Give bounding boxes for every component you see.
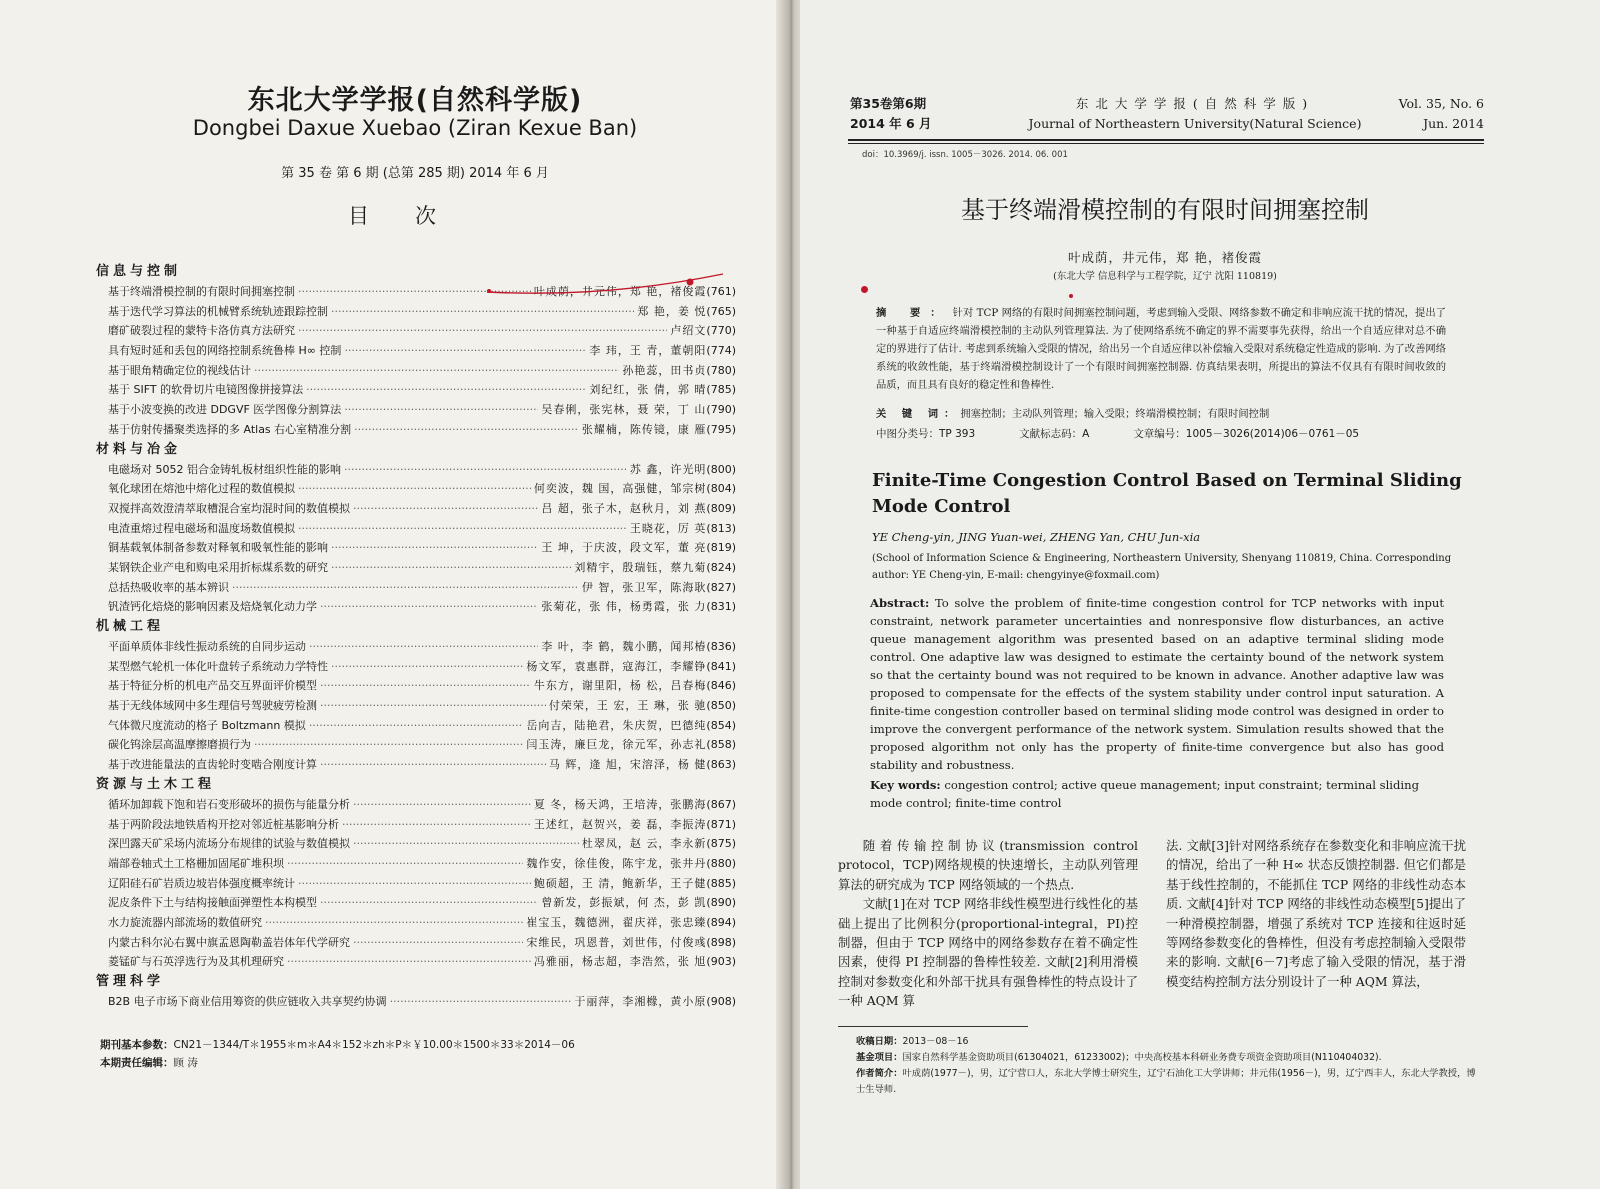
toc-entry-page: (908)	[706, 995, 736, 1008]
body-column-1	[838, 836, 1138, 1011]
affiliation-cn: (东北大学 信息科学与工程学院，辽宁 沈阳 110819)	[1053, 271, 1277, 282]
toc-entry-title: 菱锰矿与石英浮选行为及其机理研究	[108, 955, 284, 969]
toc-leader-dots	[344, 400, 538, 420]
toc-entry-authors: 卢绍文	[670, 324, 707, 338]
toc-entry-page: (836)	[706, 640, 736, 653]
clc-number: 中图分类号：TP 393	[876, 428, 976, 440]
toc-entry-page: (841)	[706, 659, 736, 673]
toc-entry	[96, 834, 736, 854]
toc-entry-title: 钒渣钙化焙烧的影响因素及焙烧氧化动力学	[108, 600, 317, 614]
toc-entry-authors: 曾新发，彭振斌，何 杰，彭 凯	[541, 896, 707, 910]
toc-entry	[96, 460, 736, 480]
toc-entry-page: (898)	[706, 935, 736, 949]
header-vol-cn: 第35卷第6期	[850, 96, 927, 111]
toc-entry-title: B2B 电子市场下商业信用筹资的供应链收入共享契约协调	[108, 995, 387, 1008]
toc-leader-dots	[353, 933, 523, 953]
author-bio-label: 作者简介：	[856, 1068, 903, 1079]
toc-entry-page: (858)	[706, 738, 736, 752]
toc-entry-page: (774)	[706, 344, 736, 358]
toc-leader-dots	[298, 519, 627, 539]
toc-entry-page: (790)	[706, 403, 736, 417]
toc-entry-title: 某型燃气轮机一体化叶盘转子系统动力学特性	[108, 659, 328, 673]
toc-entry	[96, 578, 736, 598]
params-value: CN21－1344/T＊1955＊m＊A4＊152＊zh＊P＊￥10.00＊1500＊33＊2014－06	[173, 1039, 575, 1051]
author-bio-text: 叶成荫(1977－)，男，辽宁营口人，东北大学博士研究生，辽宁石油化工大学讲师；井元伟(1956－)，男，辽宁西丰人，东北大学教授，博士生导师.	[856, 1068, 1476, 1095]
keywords-cn	[876, 405, 1456, 423]
toc-entry-authors: 吴春俐，张宪林，聂 荣，丁 山	[541, 403, 707, 417]
toc-entry-page: (809)	[706, 501, 736, 515]
params-label: 期刊基本参数：	[100, 1039, 174, 1051]
footnote-rule	[838, 1026, 1028, 1027]
toc-entry-title: 基于迭代学习算法的机械臂系统轨迹跟踪控制	[108, 304, 328, 318]
toc-entry-authors: 李 叶，李 鹤，魏小鹏，闻邦椿	[541, 640, 707, 653]
toc-entry-page: (761)	[706, 285, 736, 298]
toc-leader-dots	[265, 913, 523, 933]
toc-entry	[96, 380, 736, 400]
toc-entry-title: 磨矿破裂过程的蒙特卡洛仿真方法研究	[108, 324, 295, 338]
toc-entry-authors: 王晓花，厉 英	[629, 521, 707, 535]
toc-entry-title: 循环加卸载下饱和岩石变形破坏的损伤与能量分析	[108, 797, 350, 811]
received-label: 收稿日期：	[856, 1036, 903, 1047]
toc-entry-page: (867)	[706, 797, 736, 811]
journal-title-cn: 东北大学学报(自然科学版)	[247, 85, 583, 116]
toc-entry-title: 基于终端滑模控制的有限时间拥塞控制	[108, 285, 295, 298]
toc-entry-authors: 马 辉，逄 旭，宋溶泽，杨 健	[548, 758, 707, 772]
toc-entry	[96, 933, 736, 953]
header-date-cn: 2014 年 6 月	[850, 116, 932, 131]
toc-entry-title: 总括热吸收率的基本辨识	[108, 580, 229, 594]
toc-entry-authors: 岳向吉，陆艳君，朱庆贺，巴德纯	[526, 718, 707, 732]
toc-entry-page: (880)	[706, 856, 736, 870]
toc-entry-authors: 牛东方，谢里阳，杨 松，吕春梅	[533, 679, 707, 693]
toc-entry	[96, 735, 736, 755]
toc-entry-authors: 叶成荫，井元伟，郑 艳，褚俊霞	[533, 285, 707, 298]
header-rule	[848, 139, 1484, 141]
abstract-en	[870, 594, 1444, 774]
abstract-cn	[876, 304, 1446, 394]
header-vol-en: Vol. 35, No. 6	[1398, 96, 1484, 111]
toc-entry-authors: 鲍硕超，王 清，鲍新华，王子健	[533, 876, 707, 890]
header-journal	[980, 94, 1410, 134]
toc-leader-dots	[331, 302, 634, 322]
abstract-en-text: To solve the problem of finite-time congestion control for TCP networks with input constraint, network parameter uncertainties and nonresponsive flow disturbances, an active queue management algorithm was presented based on an adaptive terminal sliding mode control. One adaptive law was designed to estimate the certainty bound of the network system so that the certainty bound was not required to be known in advance. Another adaptive law was proposed to compensate for the effects of the system stability under control input saturation. A finite-time congestion controller based on terminal sliding mode control was designed in order to improve the convergent performance of the network system. Simulation results showed that the proposed algorithm not only has the property of finite-time convergence but also has good stability and robustness.	[870, 596, 1445, 772]
keywords-en-label: Key words:	[870, 778, 941, 792]
toc-leader-dots	[390, 992, 572, 1012]
toc-entry-title: 电磁场对 5052 铝合金铸轧板材组织性能的影响	[108, 462, 341, 476]
toc-leader-dots	[344, 460, 627, 480]
toc-entry-authors: 崔宝玉，魏德洲，翟庆祥，张忠臻	[526, 915, 707, 929]
toc-entry-page: (813)	[706, 521, 736, 535]
toc-entry-title: 基于小波变换的改进 DDGVF 医学图像分割算法	[108, 403, 342, 417]
toc-leader-dots	[320, 893, 538, 913]
toc-entry-authors: 付荣荣，王 宏，王 琳，张 驰	[548, 699, 707, 713]
toc-entry-page: (785)	[706, 383, 736, 397]
toc-entry-title: 气体微尺度流动的格子 Boltzmann 模拟	[108, 718, 306, 732]
toc-entry	[96, 479, 736, 499]
fund-label: 基金项目：	[856, 1052, 903, 1063]
toc-entry-title: 内蒙古科尔沁右翼中旗孟恩陶勒盖岩体年代学研究	[108, 935, 350, 949]
abstract-cn-label: 摘 要：	[876, 307, 951, 319]
toc-entry	[96, 637, 736, 657]
toc-entry-title: 深凹露天矿采场内流场分布规律的试验与数值模拟	[108, 837, 350, 851]
toc-leader-dots	[320, 755, 546, 775]
toc-entry-authors: 孙艳蕊，田书贞	[622, 363, 707, 377]
toc-entry-title: 平面单质体非线性振动系统的自同步运动	[108, 640, 306, 653]
toc-entry	[96, 696, 736, 716]
toc-entry-page: (824)	[706, 560, 736, 574]
toc-heading: 目次	[348, 204, 482, 228]
toc-entry-title: 基于特征分析的机电产品交互界面评价模型	[108, 679, 317, 693]
toc-entry-title: 端部卷轴式土工格栅加固尾矿堆积坝	[108, 856, 284, 870]
toc-entry-authors: 刘纪红，张 倩，郭 晴	[589, 383, 707, 397]
toc-entry-authors: 夏 冬，杨天鸿，王培涛，张鹏海	[533, 797, 707, 811]
toc-entry	[96, 893, 736, 913]
toc-entry-authors: 郑 艳，姜 悦	[637, 304, 707, 318]
toc-leader-dots	[306, 380, 586, 400]
toc-leader-dots	[320, 597, 538, 617]
toc-entry	[96, 815, 736, 835]
toc-leader-dots	[232, 578, 579, 598]
toc-entry-page: (804)	[706, 482, 736, 496]
editor-label: 本期责任编辑：	[100, 1057, 174, 1069]
toc-leader-dots	[344, 341, 586, 361]
toc-entry	[96, 519, 736, 539]
fund-text: 国家自然科学基金资助项目(61304021，61233002)；中央高校基本科研业务费专项资金资助项目(N110404032).	[902, 1052, 1382, 1063]
toc-entry	[96, 499, 736, 519]
abstract-cn-text: 针对 TCP 网络的有限时间拥塞控制问题，考虑到输入受限、网络参数不确定和非响应流干扰的情况，提出了一种基于自适应终端滑模控制的主动队列管理算法. 为了使网络系统不确定的界不需要事先获得，给出一个自适应律对总不确定的界进行了估计. 考虑到系统输入受限的情况，给出另一个自适应律以补偿输入受限对系统稳定性造成的影响. 为了改善网络系统的收敛性能，基于终端滑模控制设计了一个有限时间拥塞控制器. 仿真结果表明，所提出的算法不仅具有有限时间收敛的品质，而且具有良好的稳定性和鲁棒性.	[876, 307, 1446, 391]
keywords-en	[870, 776, 1444, 812]
table-of-contents	[96, 262, 736, 1012]
toc-leader-dots	[309, 716, 524, 736]
toc-entry-authors: 杜翠凤，赵 云，李永新	[581, 837, 707, 851]
toc-leader-dots	[298, 321, 667, 341]
toc-leader-dots	[320, 676, 531, 696]
toc-entry-page: (770)	[706, 324, 736, 338]
header-journal-en: Journal of Northeastern University(Natural Science)	[1028, 116, 1362, 131]
article-number: 文章编号：1005－3026(2014)06－0761－05	[1133, 428, 1360, 440]
toc-section-heading: 资源与土木工程	[96, 776, 216, 792]
toc-leader-dots	[331, 538, 538, 558]
editor-value: 顾 涛	[173, 1057, 198, 1069]
toc-entry-title: 基于 SIFT 的软骨切片电镜图像拼接算法	[108, 383, 304, 397]
journal-title-en: Dongbei Daxue Xuebao (Ziran Kexue Ban)	[192, 116, 638, 140]
toc-entry-page: (875)	[706, 837, 736, 851]
toc-entry	[96, 716, 736, 736]
abstract-en-label: Abstract:	[870, 596, 930, 610]
body-paragraph: 法. 文献[3]针对网络系统存在参数变化和非响应流干扰的情况，给出了一种 H∞ 状态反馈控制器. 但它们都是基于线性控制的，不能抓住 TCP 网络的非线性动态本质. 文献[4]针对 TCP 网络的非线性动态模型[5]提出了一种滑模控制器，增强了系统对 TCP 连接和往返时延等网络参数变化的鲁棒性，但没有考虑控制输入受限带来的影响. 文献[6－7]考虑了输入受限的情况，基于滑模变结构控制方法分别设计了一种 AQM 算法，	[1166, 838, 1466, 989]
toc-entry-authors: 闫玉涛，廉巨龙，徐元军，孙志礼	[526, 738, 707, 752]
toc-entry-authors: 苏 鑫，许光明	[629, 462, 707, 476]
toc-leader-dots	[331, 657, 523, 677]
toc-entry-title: 铜基载氧体制备参数对释氧和吸氧性能的影响	[108, 541, 328, 555]
header-volume-en	[1399, 94, 1484, 134]
toc-leader-dots	[254, 361, 619, 381]
toc-entry-authors: 魏作安，徐佳俊，陈宇龙，张井丹	[526, 856, 707, 870]
toc-entry	[96, 795, 736, 815]
body-paragraph: 随着传输控制协议(transmission control protocol，TCP)网络规模的快速增长，主动队列管理算法的研究成为 TCP 网络领域的一个热点.	[838, 838, 1138, 892]
toc-entry	[96, 321, 736, 341]
header-rule-thin	[848, 143, 1484, 144]
toc-entry-authors: 宋维民，巩恩普，刘世伟，付俊彧	[526, 935, 707, 949]
article-title-cn: 基于终端滑模控制的有限时间拥塞控制	[961, 196, 1369, 224]
toc-section-heading: 材料与冶金	[96, 441, 182, 457]
toc-entry-authors: 王 坤，于庆波，段文军，董 亮	[541, 541, 707, 555]
body-paragraph: 文献[1]在对 TCP 网络非线性模型进行线性化的基础上提出了比例积分(proportional-integral，PI)控制器，但由于 TCP 网络中的网络参数存在着不确定性因素，使得 PI 控制器的鲁棒性较差. 文献[2]利用滑模控制对参数变化和外部干扰具有强鲁棒性的特点设计了一种 AQM 算	[838, 896, 1138, 1009]
toc-entry-title: 泥皮条件下土与结构接触面弹塑性本构模型	[108, 896, 317, 910]
toc-section-heading: 管理科学	[96, 974, 165, 989]
toc-leader-dots	[353, 795, 531, 815]
toc-entry-page: (885)	[706, 876, 736, 890]
journal-footer	[100, 1036, 575, 1072]
toc-entry	[96, 420, 736, 440]
keywords-cn-text: 拥塞控制；主动队列管理；输入受限；终端滑模控制；有限时间控制	[960, 408, 1270, 420]
toc-entry	[96, 913, 736, 933]
toc-entry	[96, 302, 736, 322]
header-date-en: Jun. 2014	[1423, 116, 1484, 131]
toc-entry-authors: 张耀楠，陈传镜，康 雁	[581, 422, 707, 436]
toc-entry	[96, 341, 736, 361]
toc-entry	[96, 361, 736, 381]
toc-entry-authors: 杨文军，袁惠群，寇海江，李耀铮	[526, 659, 707, 673]
received-date: 2013－08－16	[902, 1036, 969, 1047]
toc-leader-dots	[353, 834, 579, 854]
toc-entry-title: 某钢铁企业产电和购电采用折标煤系数的研究	[108, 560, 328, 574]
toc-entry-page: (903)	[706, 955, 736, 969]
pen-dot-mark	[861, 286, 868, 293]
left-page-contents	[0, 0, 788, 1189]
toc-section-heading: 机械工程	[96, 619, 165, 634]
toc-entry	[96, 558, 736, 578]
article-title-en: Finite-Time Congestion Control Based on Terminal Sliding Mode Control	[872, 470, 1462, 517]
right-page-article	[800, 0, 1600, 1189]
toc-entry-title: 基于无线体域网中多生理信号驾驶疲劳检测	[108, 699, 317, 713]
toc-entry	[96, 597, 736, 617]
toc-entry-page: (890)	[706, 896, 736, 910]
toc-entry	[96, 400, 736, 420]
toc-entry-page: (871)	[706, 817, 736, 831]
toc-entry	[96, 657, 736, 677]
toc-entry-authors: 王述红，赵贺兴，姜 磊，李振涛	[533, 817, 707, 831]
toc-entry-authors: 于丽萍，李湘橼，黄小原	[574, 995, 707, 1008]
toc-entry-authors: 冯雅丽，杨志超，李浩然，张 旭	[533, 955, 707, 969]
pen-dot-mark	[1069, 294, 1073, 298]
toc-entry-title: 基于改进能量法的直齿轮时变啮合刚度计算	[108, 758, 317, 772]
toc-entry-page: (827)	[706, 580, 736, 594]
toc-entry-title: 基于眼角精确定位的视线估计	[108, 363, 251, 377]
toc-entry	[96, 854, 736, 874]
toc-entry-page: (854)	[706, 718, 736, 732]
toc-entry-title: 双搅拌高效澄清萃取槽混合室均混时间的数值模拟	[108, 501, 350, 515]
doi: doi：10.3969/j. issn. 1005－3026. 2014. 06. 001	[862, 150, 1068, 160]
toc-leader-dots	[354, 420, 579, 440]
issue-line: 第 35 卷 第 6 期 (总第 285 期) 2014 年 6 月	[281, 166, 549, 181]
header-journal-cn: 东北大学学报(自然科学版)	[1075, 96, 1315, 111]
toc-entry-page: (863)	[706, 758, 736, 772]
toc-entry	[96, 755, 736, 775]
toc-entry-page: (765)	[706, 304, 736, 318]
toc-entry-title: 电渣重熔过程电磁场和温度场数值模拟	[108, 521, 295, 535]
toc-entry-authors: 李 玮，王 青，董朝阳	[589, 344, 707, 358]
toc-entry-page: (831)	[706, 600, 736, 614]
authors-en: YE Cheng-yin, JING Yuan-wei, ZHENG Yan, CHU Jun-xia	[872, 530, 1201, 544]
footnotes	[856, 1034, 1476, 1098]
classification-line	[876, 425, 1456, 443]
keywords-en-text: congestion control; active queue management; input constraint; terminal sliding mode control; finite-time control	[870, 778, 1420, 810]
pen-underline-mark	[485, 272, 725, 296]
toc-entry-title: 基于两阶段法地铁盾构开挖对邻近桩基影响分析	[108, 817, 339, 831]
toc-leader-dots	[331, 558, 571, 578]
toc-entry	[96, 676, 736, 696]
header-volume-cn	[850, 94, 932, 134]
body-column-2	[1166, 836, 1466, 991]
toc-entry-page: (894)	[706, 915, 736, 929]
toc-entry-page: (800)	[706, 462, 736, 476]
toc-leader-dots	[342, 815, 531, 835]
toc-leader-dots	[254, 735, 523, 755]
toc-entry-title: 辽阳硅石矿岩质边坡岩体强度概率统计	[108, 876, 295, 890]
toc-leader-dots	[287, 952, 531, 972]
toc-entry	[96, 874, 736, 894]
toc-leader-dots	[298, 874, 531, 894]
toc-entry-authors: 刘精宇，殷瑞钰，蔡九菊	[574, 560, 707, 574]
toc-entry-page: (850)	[706, 699, 736, 713]
toc-entry-authors: 何奕波，魏 国，高强健，邹宗树	[533, 482, 707, 496]
toc-entry-title: 碳化钨涂层高温摩擦磨损行为	[108, 738, 251, 752]
toc-entry-authors: 伊 智，张卫军，陈海耿	[581, 580, 707, 594]
toc-entry-authors: 张菊花，张 伟，杨勇霞，张 力	[541, 600, 707, 614]
toc-leader-dots	[309, 637, 538, 657]
toc-entry-title: 水力旋流器内部流场的数值研究	[108, 915, 262, 929]
toc-entry-page: (846)	[706, 679, 736, 693]
toc-entry	[96, 992, 736, 1012]
toc-entry-title: 基于仿射传播聚类选择的多 Atlas 右心室精准分割	[108, 422, 352, 436]
affiliation-en: (School of Information Science & Engineering, Northeastern University, Shenyang 110819, China. Corresponding author: YE Cheng-yin, E-mail: chengyinye@foxmail.com)	[872, 553, 1452, 581]
toc-entry-page: (795)	[706, 422, 736, 436]
toc-entry-page: (780)	[706, 363, 736, 377]
toc-leader-dots	[298, 479, 531, 499]
toc-entry-authors: 吕 超，张子木，赵秋月，刘 燕	[541, 501, 707, 515]
toc-entry-title: 氧化球团在熔池中熔化过程的数值模拟	[108, 482, 295, 496]
toc-section-heading: 信息与控制	[96, 264, 182, 279]
toc-leader-dots	[353, 499, 538, 519]
authors-cn: 叶成荫，井元伟，郑 艳，褚俊霞	[1068, 250, 1262, 265]
toc-leader-dots	[287, 854, 523, 874]
toc-entry	[96, 952, 736, 972]
toc-entry	[96, 538, 736, 558]
document-code: 文献标志码：A	[1019, 428, 1090, 440]
toc-entry-title: 具有短时延和丢包的网络控制系统鲁棒 H∞ 控制	[108, 344, 342, 358]
keywords-cn-label: 关 键 词：	[876, 408, 961, 420]
toc-entry-page: (819)	[706, 541, 736, 555]
toc-leader-dots	[320, 696, 546, 716]
